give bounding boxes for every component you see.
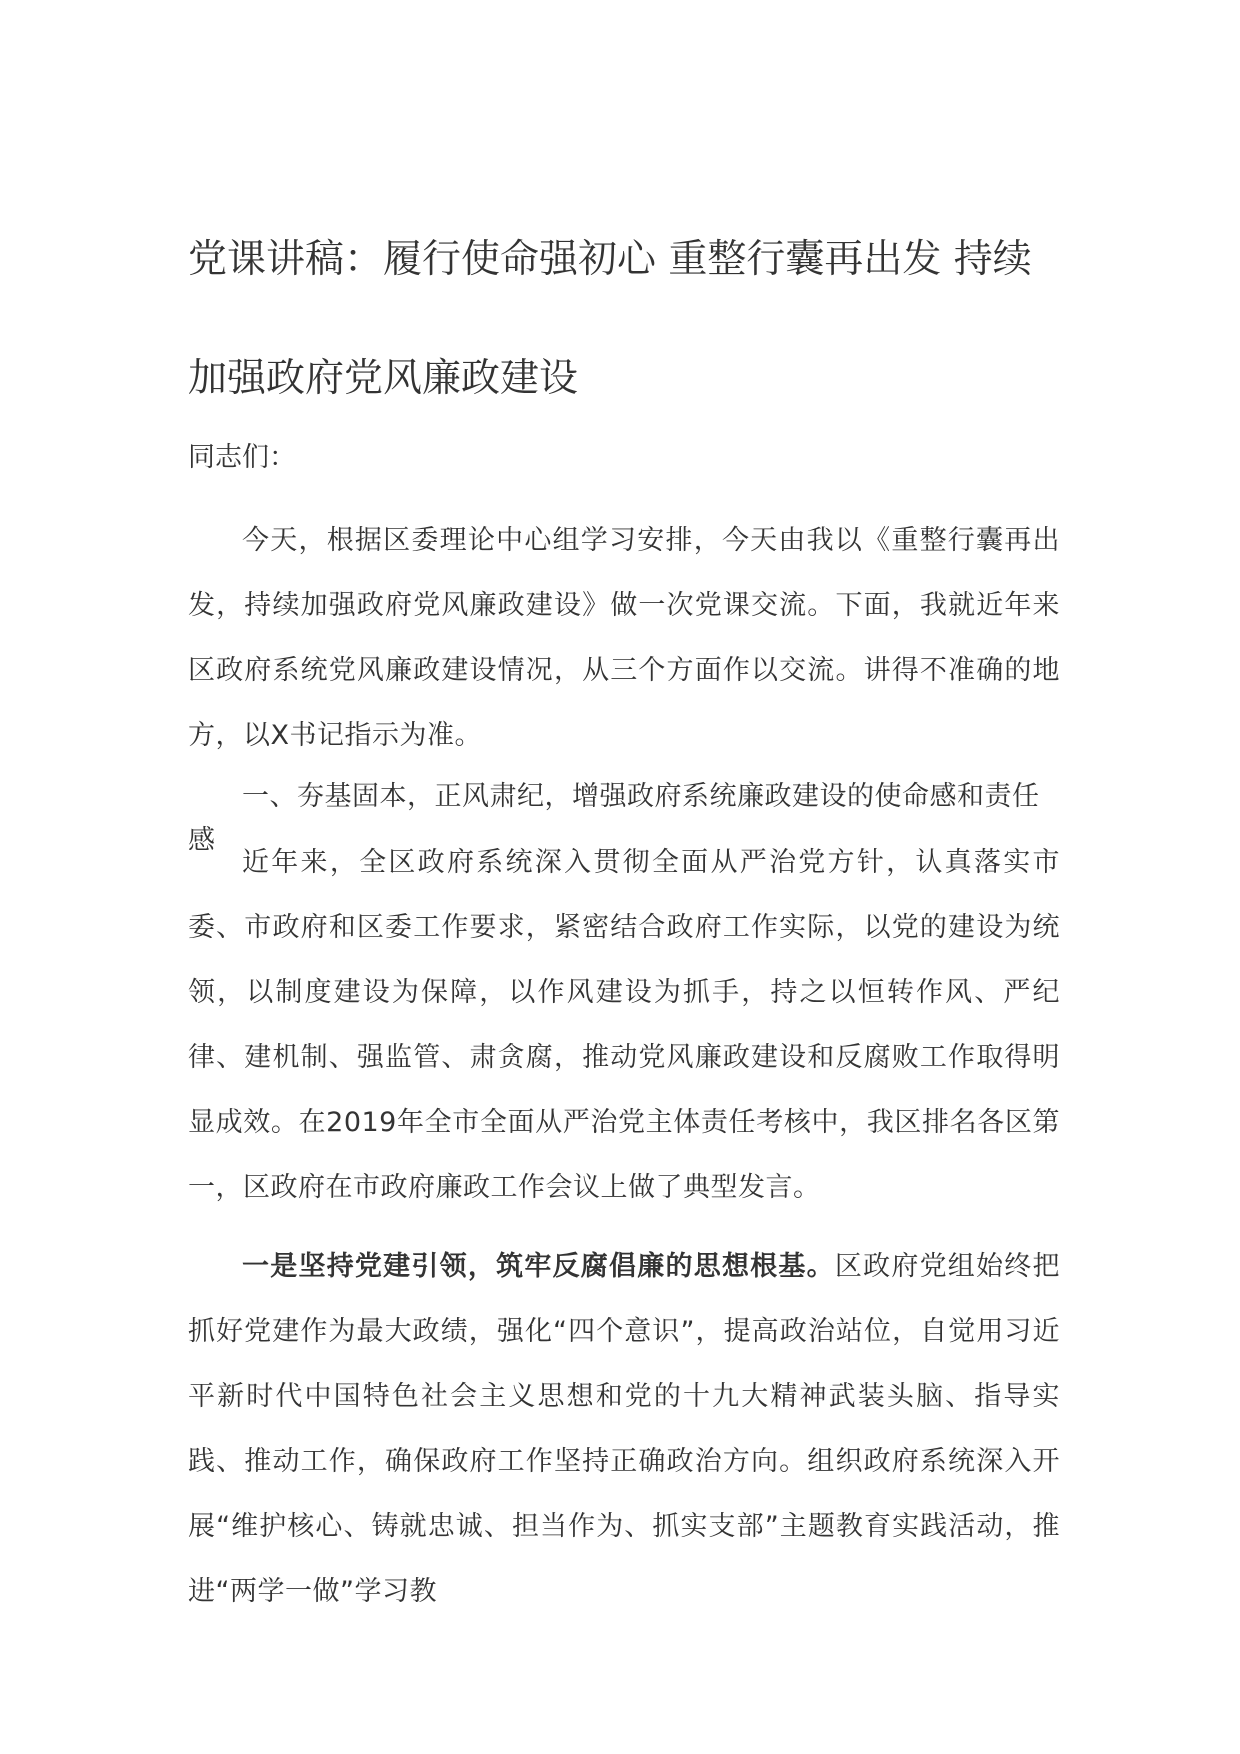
section-heading: 一、夯基固本，正风肃纪，增强政府系统廉政建设的使命感和责任感: [188, 781, 1040, 856]
document-title: 党课讲稿：履行使命强初心 重整行囊再出发 持续加强政府党风廉政建设: [188, 237, 1032, 401]
point-body-text: 区政府党组始终把抓好党建作为最大政绩，强化“四个意识”，提高政治站位，自觉用习近平新时代中国特色社会主义思想和党的十九大精神武装头脑、指导实践、推动工作，确保政府工作坚持正确政治方向。组织政府系统深入开展“维护核心、铸就忠诚、担当作为、抓实支部”主题教育实践活动，推进“两学一做”学习教: [188, 1251, 1060, 1607]
body-paragraph-point-one: [188, 1234, 1060, 1624]
opening-paragraph: 今天，根据区委理论中心组学习安排，今天由我以《重整行囊再出发，持续加强政府党风廉政建设》做一次党课交流。下面，我就近年来区政府系统党风廉政建设情况，从三个方面作以交流。讲得不准确的地方，以X书记指示为准。: [188, 525, 1060, 751]
body-paragraph: 近年来，全区政府系统深入贯彻全面从严治党方针，认真落实市委、市政府和区委工作要求，紧密结合政府工作实际，以党的建设为统领，以制度建设为保障，以作风建设为抓手，持之以恒转作风、严纪律、建机制、强监管、肃贪腐，推动党风廉政建设和反腐败工作取得明显成效。在2019年全市全面从严治党主体责任考核中，我区排名各区第一，区政府在市政府廉政工作会议上做了典型发言。: [188, 847, 1060, 1203]
salutation: 同志们：: [188, 442, 296, 473]
point-lead-text: 一是坚持党建引领，筑牢反腐倡廉的思想根基。: [242, 1251, 835, 1282]
